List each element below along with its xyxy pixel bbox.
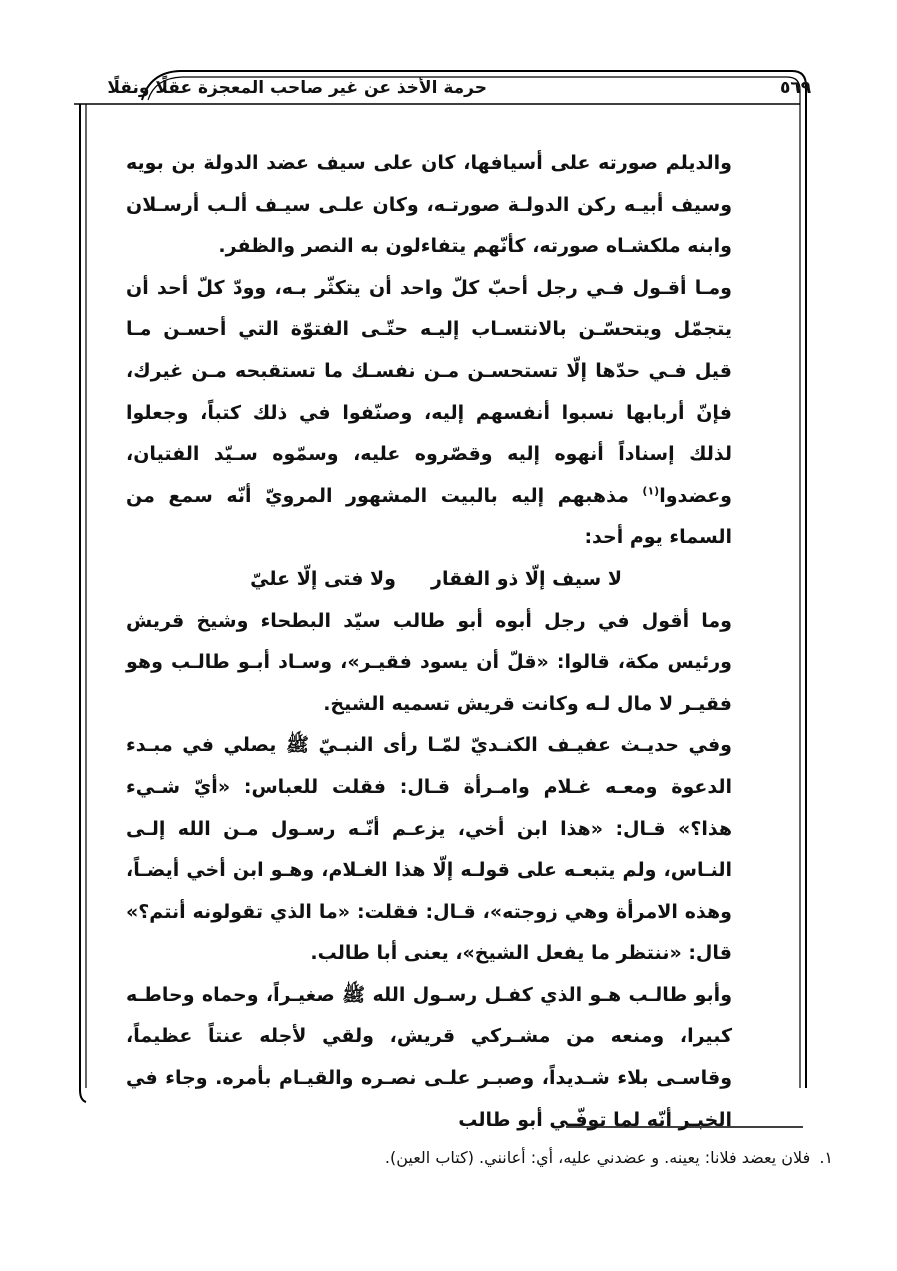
main-text: [126, 143, 732, 1141]
verse-first-hemistich: لا سيف إلّا ذو الفقار: [431, 567, 622, 590]
footnote-text: فلان يعضد فلانا: يعينه. و عضدني عليه، أي: أعانني. (كتاب العين).: [384, 1148, 811, 1167]
running-title: حرمة الأخذ عن غير صاحب المعجزة عقلًا ونقلًا: [107, 78, 487, 98]
footnote: [153, 1148, 833, 1167]
poetry-verse: [126, 559, 732, 601]
footnote-marker: ١.: [819, 1148, 833, 1167]
paragraph-2-text-b: مذهبهم إليه بالبيت المشهور المرويّ أنّه سمع من السماء يوم أحد:: [126, 484, 732, 549]
paragraph-5: وأبو طالـب هـو الذي كفـل رسـول الله ﷺ صغيـراً، وحماه وحاطـه كبيرا، ومنعه من مشـركي قريش، ولقي لأجله عنتاً عظيماً، وقاسـى بلاء شـديداً، وصبـر علـى نصـره والقيـام بأمره. وجاء في الخبـر أنّه لما توفّـي أبو طالب: [126, 983, 732, 1131]
footnote-reference: (١): [642, 484, 660, 498]
verse-second-hemistich: ولا فتى إلّا عليّ: [250, 567, 396, 590]
paragraph-4: وفي حديـث عفيـف الكنـديّ لمّـا رأى النبـيّ ﷺ يصلي في مبـدء الدعوة ومعـه غـلام وامـرأة قـال: فقلت للعباس: «أيّ شـيء هذا؟» قـال: «هذا ابن أخي، يزعـم أنّـه رسـول مـن الله إلـى النـاس، ولم يتبعـه على قولـه إلّا هذا الغـلام، وهـو ابن أخي أيضـاً، وهذه الامرأة وهي زوجته»، قـال: فقلت: «ما الذي تقولونه أنتم؟» قال: «ننتظر ما يفعل الشيخ»، يعنى أبا طالب.: [126, 734, 732, 965]
paragraph-3: وما أقول في رجل أبوه أبو طالب سيّد البطحاء وشيخ قريش ورئيس مكة، قالوا: «قلّ أن يسود فقيـر»، وسـاد أبـو طالـب وهو فقيـر لا مال لـه وكانت قريش تسميه الشيخ.: [126, 609, 732, 715]
left-border-outer: [80, 104, 86, 1102]
paragraph-2-text-a: ومـا أقـول فـي رجل أحبّ كلّ واحد أن يتكثّر بـه، وودّ كلّ أحد أن يتجمّل ويتحسّـن بالانتسـاب إليـه حتّـى الفتوّة التي أحسـن مـا قيل فـي حدّها إلّا تستحسـن مـن نفسـك ما تستقبحه مـن غيرك، فإنّ أربابها نسبوا أنفسهم إليه، وصنّفوا في ذلك كتباً، وجعلوا لذلك إسناداً أنهوه إليه وقصّروه عليه، وسمّوه سـيّد الفتيان، وعضدوا: [126, 276, 732, 507]
page-number: ٥٦٩: [780, 78, 812, 98]
paragraph-2: [126, 268, 732, 559]
paragraph-1: والديلم صورته على أسيافها، كان على سيف عضد الدولة بن بويه وسيف أبيـه ركن الدولـة صورتـه، وكان علـى سيـف ألـب أرسـلان وابنه ملكشـاه صورته، كأنّهم يتفاءلون به النصر والظفر.: [126, 152, 732, 258]
